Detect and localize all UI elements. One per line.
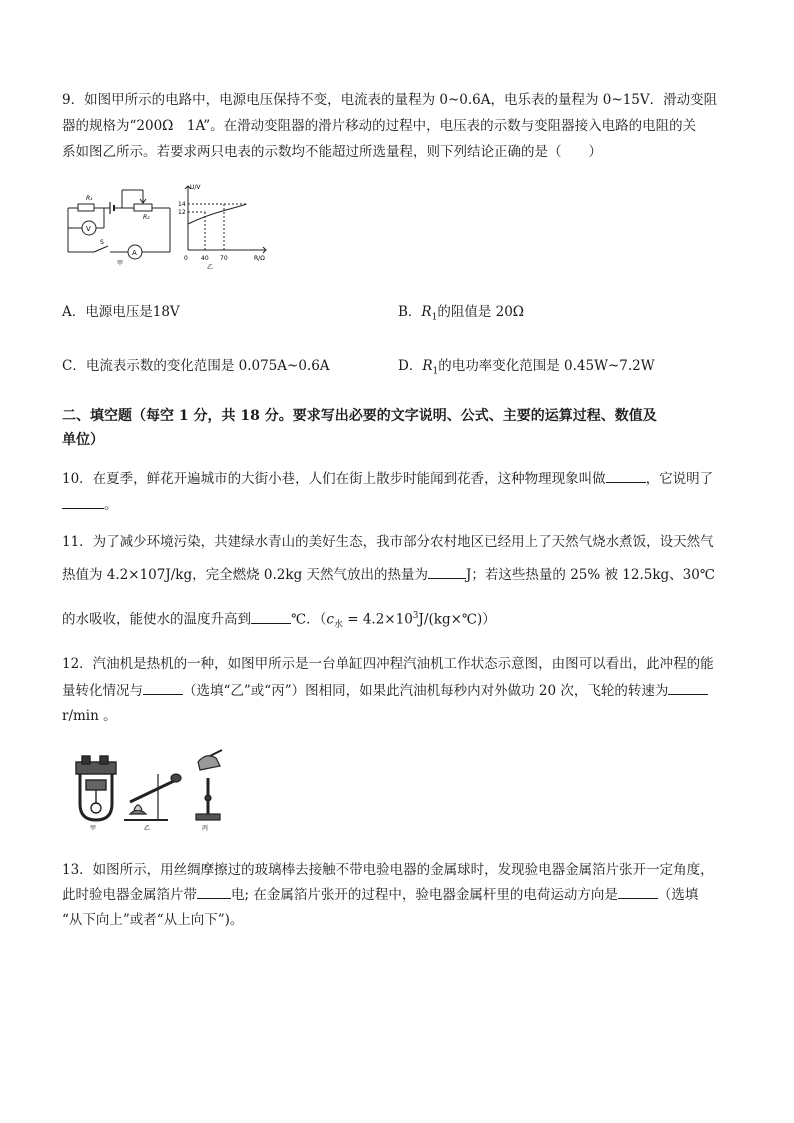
graph-ytick-12: 12 [178,209,186,216]
q10-line-2: 。 [62,494,118,515]
voltage-resistance-graph [176,180,272,270]
section-2-heading-line-2: 单位） [62,432,104,448]
q11-line-2: 热值为 4.2×107J/kg，完全燃烧 0.2kg 天然气放出的热量为 J；若这些热量的 25% 被 12.5kg、30℃ [62,564,715,585]
q13-line-3: “从下向上”或者“从上向下”)。 [62,912,244,928]
q11-line-3: 的水吸收，能使水的温度升高到 ℃．（$c_水$ = $4.2\times 10^3J/(kg\times℃)$） [62,606,496,635]
figure-caption-bing: 丙 [202,825,209,832]
ammeter-label: A [132,249,137,257]
graph-xtick-40: 40 [201,255,209,262]
graph-xtick-0: 0 [184,255,188,262]
circuit-caption: 甲 [117,260,124,266]
q12-blank-2 [668,680,708,695]
q9-line-3: 系如图乙所示。若要求两只电表的示数均不能超过所选量程，则下列结论正确的是（ ） [62,144,602,160]
q9-option-a: A．电源电压是18V [62,304,180,320]
q13-line-1: 13．如图所示，用丝绸摩擦过的玻璃棒去接触不带电验电器的金属球时，发现验电器金属箔片张开一定角度， [62,862,714,878]
q13-blank-1 [197,884,231,899]
graph-xtick-70: 70 [220,255,228,262]
q12-line-2: 量转化情况与 （选填“乙”或“丙”）图相同，如果此汽油机每秒内对外做功 20 次，飞轮的转速为 [62,680,708,701]
r2-rheostat [134,204,152,211]
r2-label: R₂ [143,214,150,221]
graph-ylabel: U/V [190,184,201,191]
q12-line-3: r/min 。 [62,708,117,724]
r1-resistor [78,204,94,211]
q9-option-d: D．$R_1$的电功率变化范围是 0.45W~7.2W [398,358,655,377]
section-2-heading-line-1: 二、填空题（每空 1 分，共 18 分。要求写出必要的文字说明、公式、主要的运算过程、数值及 [62,408,657,424]
q13-line-2: 此时验电器金属箔片带 电; 在金属箔片张开的过程中，验电器金属杆里的电荷运动方向是 （选填 [62,884,698,905]
q9-option-b: B．$R_1$的阻值是 20Ω [398,304,524,323]
q10-blank-2 [62,494,104,509]
voltmeter-label: V [86,225,91,233]
q10-line-1: 10．在夏季，鲜花开遍城市的大街小巷，人们在街上散步时能闻到花香，这种物理现象叫做 ，它说明了 [62,468,713,489]
q12-blank-1 [143,680,183,695]
q9-line-2: 器的规格为“200Ω 1A”。在滑动变阻器的滑片移动的过程中，电压表的示数与变阻器接入电路的电阻的关 [62,118,697,134]
graph-ytick-14: 14 [178,201,186,208]
q11-line-1: 11．为了减少环境污染，共建绿水青山的美好生态，我市部分农村地区已经用上了天然气烧水煮饭，设天然气 [62,534,714,550]
q13-blank-2 [618,884,658,899]
q11-blank-1 [428,564,466,579]
circuit-diagram [64,186,176,266]
graph-xlabel: R/Ω [254,255,265,262]
q9-option-c: C．电流表示数的变化范围是 0.075A~0.6A [62,358,330,374]
engine-figure [72,748,242,832]
q12-line-1: 12．汽油机是热机的一种，如图甲所示是一台单缸四冲程汽油机工作状态示意图，由图可以看出，此冲程的能 [62,656,714,672]
graph-caption: 乙 [207,264,214,270]
q11-blank-2 [251,609,291,624]
q10-blank-1 [606,468,646,483]
r1-label: R₁ [86,195,93,202]
figure-caption-jia: 甲 [90,825,97,832]
figure-caption-yi: 乙 [144,825,151,832]
switch-label: S [100,239,104,246]
q9-line-1: 9．如图甲所示的电路中，电源电压保持不变，电流表的量程为 0~0.6A，电乐表的量程为 0~15V．滑动变阻 [62,92,718,108]
